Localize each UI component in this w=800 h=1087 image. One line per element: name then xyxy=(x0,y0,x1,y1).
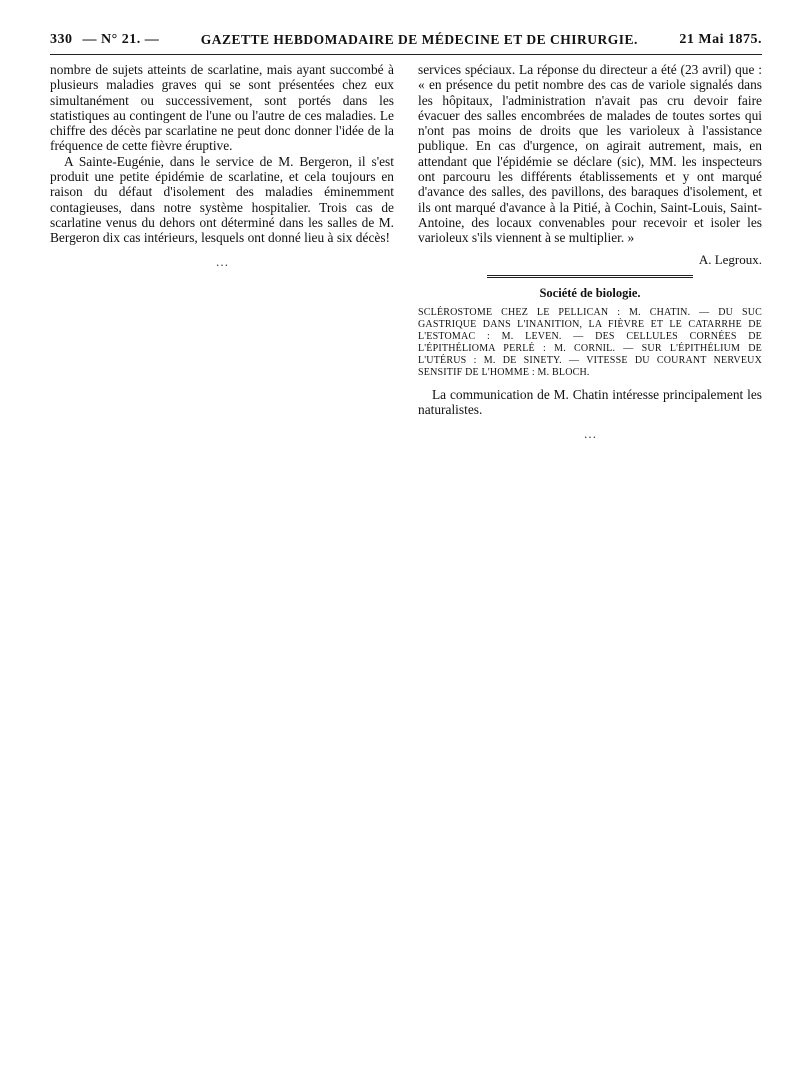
left-column xyxy=(50,62,394,1075)
signature: A. Legroux. xyxy=(698,251,762,267)
header-rule xyxy=(50,54,762,55)
paragraph: services spéciaux. La réponse du directeur a été (23 avril) que : « en présence du petit nombre des cas de variole signalés dans les hôpitaux, l'administration n'avait pas cru devoir faire évacuer des salles encombrées de malades de toutes sortes qui n'ont pas moins de droits que les varioleux à l'assistance publique. En cas d'urgence, on agirait autrement, mais, en attendant que l'épidémie se déclare (sic), MM. les inspecteurs ont parcouru les différents établissements et y ont marqué d'avance des salles, des pavillons, des baraques d'isolement, et ils ont marqué d'avance à la Pitié, à Cochin, Saint-Louis, Saint-Antoine, des locaux convenables pour recevoir et isoler les varioleux s'ils viennent à se multiplier. » xyxy=(418,62,762,246)
publication-title: GAZETTE HEBDOMADAIRE DE MÉDECINE ET DE CHIRURGIE. xyxy=(200,32,638,47)
section-summary: SCLÉROSTOME CHEZ LE PELLICAN : M. CHATIN. — DU SUC GASTRIQUE DANS L'INANITION, LA FIÈVRE ET LE CATARRHE DE L'ESTOMAC : M. LEVEN. — DES CELLULES CORNÉES DE L'ÉPITHÉLIOMA PERLÉ : M. CORNIL. — SUR L'ÉPITHÉLIUM DE L'UTÉRUS : M. DE SINETY. — VITESSE DU COURANT NERVEUX SENSITIF DE L'HOMME : M. BLOCH. xyxy=(418,307,762,379)
paragraph: La communication de M. Chatin intéresse principalement les naturalistes. xyxy=(418,387,762,418)
section-separator xyxy=(487,275,693,278)
continuation-marker: … xyxy=(215,253,229,269)
continuation-marker: … xyxy=(583,425,597,441)
text-columns xyxy=(50,62,762,1075)
page-header xyxy=(50,28,762,52)
page-number: 330 xyxy=(50,32,73,47)
paragraph: A Sainte-Eugénie, dans le service de M. Bergeron, il s'est produit une petite épidémie de scarlatine, et cela toujours en raison du défaut d'isolement des maladies éminemment contagieuses, dans notre système hospitalier. Trois cas de scarlatine venus du dehors ont déterminé dans les salles de M. Bergeron dix cas intérieurs, lesquels ont donné lieu à six décès! xyxy=(50,153,394,246)
issue-number: — N° 21. — xyxy=(82,32,160,47)
issue-date: 21 Mai 1875. xyxy=(679,32,762,47)
paragraph: nombre de sujets atteints de scarlatine, mais ayant succombé à plusieurs maladies graves qui se sont présentées chez eux simultanément ou successivement, sont portés dans les statistiques au contingent de l'une ou l'autre de ces maladies. Le chiffre des décès par scarlatine ne peut donc donner l'idée de la fréquence de cette fièvre éruptive. xyxy=(50,62,394,154)
right-column xyxy=(418,62,762,1075)
section-title: Société de biologie. xyxy=(539,285,641,300)
